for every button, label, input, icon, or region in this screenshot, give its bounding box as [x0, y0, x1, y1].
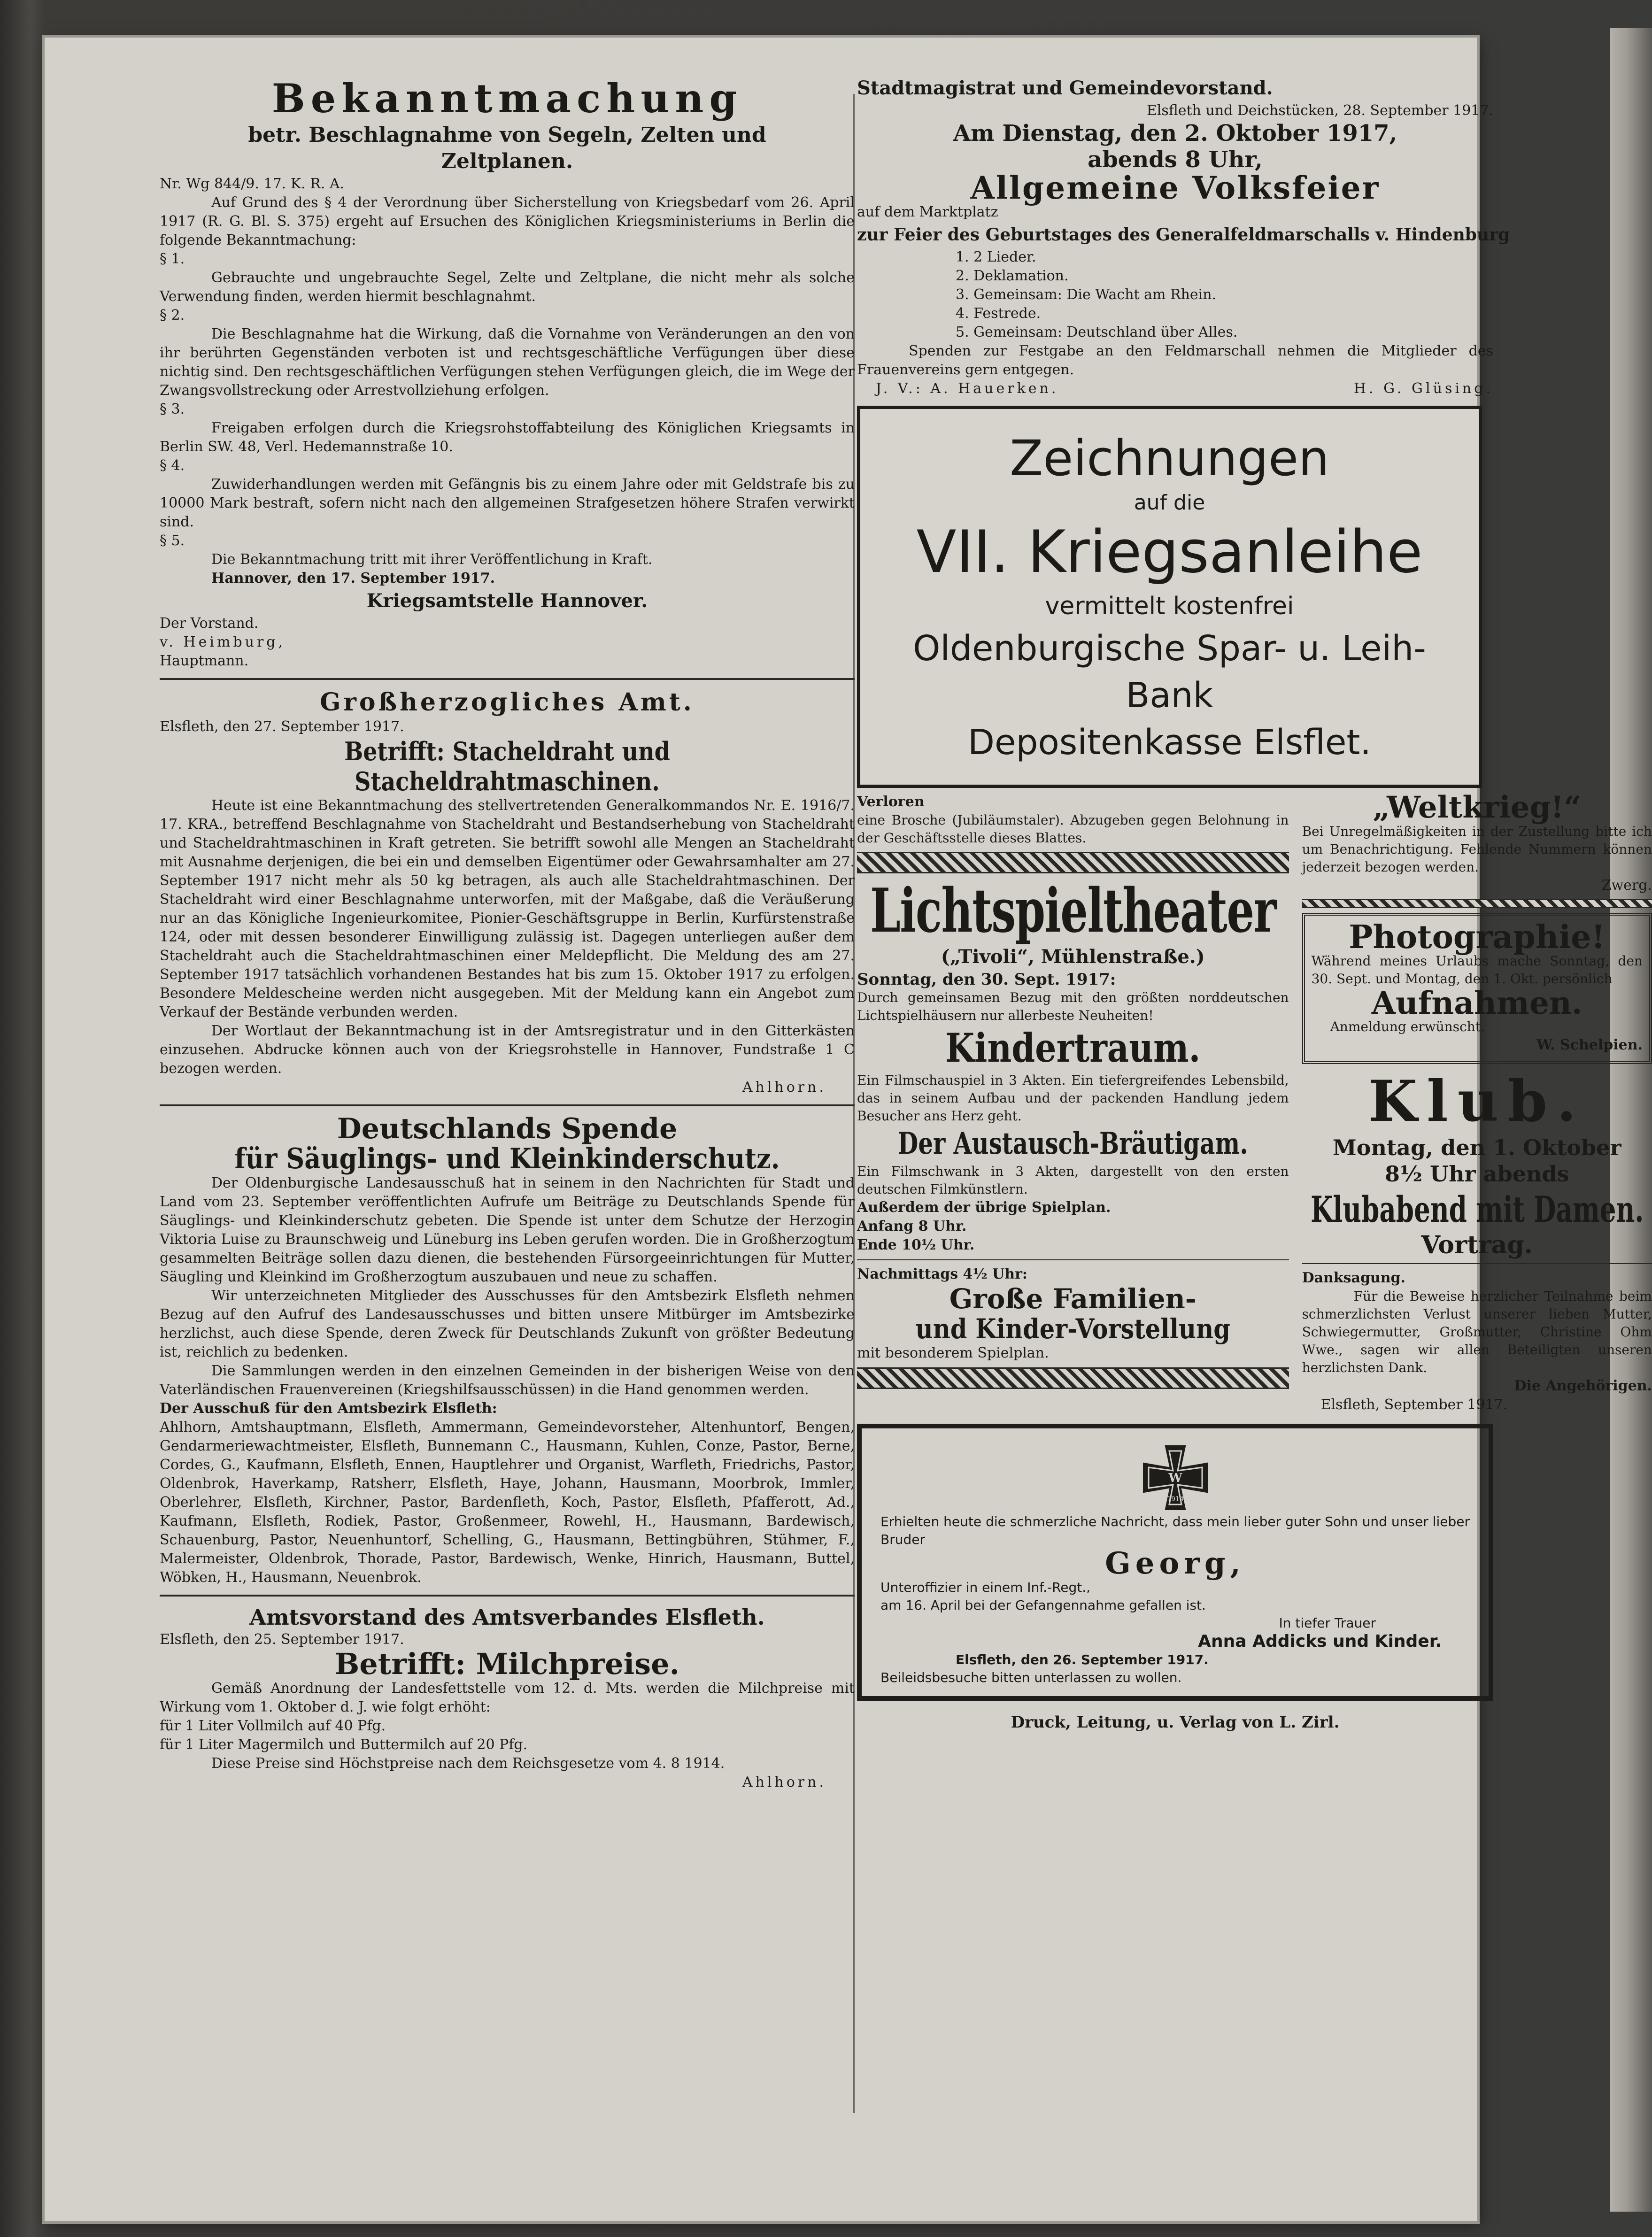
- paragraph: Die Bekanntmachung tritt mit ihrer Veröffentlichung in Kraft.: [211, 551, 653, 568]
- film-description: Ein Filmschauspiel in 3 Akten. Ein tiefergreifendes Lebensbild, das in seinem Aufbau und der packenden Handlung jedem Besucher ans Herz geht.: [857, 1072, 1289, 1124]
- committee-members: Ahlhorn, Amtshauptmann, Elsfleth, Ammermann, Gemeindevorsteher, Altenhuntorf, Bengen, Gendarmeriewachtmeister, Elsfleth, Bunnemann C., Hausmann, Kuhlen, Conze, Pastor, Berne, Cordes, G., Kaufmann, Elsfleth, Ennen, Hauptlehrer und Organist, Warfleth, Friedrichs, Pastor, Oldenbrok, Haverkamp, Ratsherr, Elsfleth, Haye, Johann, Hausmann, Moorbrok, Immler, Oberlehrer, Elsfleth, Kirchner, Pastor, Bardenfleth, Koch, Pastor, Elsfleth, Pfafferott, Ad., Kaufmann, Elsfleth, Rodiek, Pastor, Großenmeer, Rowehl, H., Hausmann, Bardewisch, Schauenburg, Pastor, Neuenhuntorf, Schelling, G., Hausmann, Bettingbühren, Stühmer, F., Malermeister, Oldenbrok, Thorade, Pastor, Bardewisch, Wenke, Hinrich, Hausmann, Buttel, Wöbken, H., Hausmann, Neuenbrok.: [160, 1419, 855, 1586]
- notice-head: Stadtmagistrat und Gemeindevorstand.: [857, 77, 1273, 99]
- ad-verloren: [857, 793, 1289, 847]
- ad-headline: VII. Kriegsanleihe: [916, 518, 1423, 586]
- ad-line: 8½ Uhr abends: [1384, 1161, 1569, 1187]
- signature: H. G. Glüsing.: [1353, 380, 1493, 397]
- signature: Ahlhorn.: [742, 1774, 826, 1790]
- program-item: 5. Gemeinsam: Deutschland über Alles.: [956, 324, 1238, 340]
- notice-beschlagnahme: [160, 75, 855, 671]
- rule: [1302, 1263, 1652, 1264]
- program-item: 2. Deklamation.: [956, 268, 1069, 284]
- committee-heading: Der Ausschuß für den Amtsbezirk Elsfleth:: [160, 1400, 497, 1417]
- ad-danksagung: [1302, 1269, 1652, 1414]
- ad-klub: [1302, 1069, 1652, 1258]
- reference-number: Nr. Wg 844/9. 17. K. R. A.: [160, 176, 345, 192]
- section-mark: § 4.: [160, 457, 185, 474]
- ad-text: Bei Unregelmäßigkeiten in der Zustellung bitte ich um Benachrichtigung. Fehlende Nummern können jederzeit bezogen werden.: [1302, 824, 1652, 875]
- ad-text: Für die Beweise herzlicher Teilnahme beim schmerzlichsten Verlust unserer lieben Mutter, Schwiegermutter, Großmutter, Christine Ohm Wwe., sagen wir allen Beteiligten unseren herzlichsten Dank.: [1302, 1288, 1652, 1375]
- iron-cross-icon: [1140, 1442, 1211, 1513]
- signature: Die Angehörigen.: [1514, 1378, 1652, 1394]
- ad-title: Klub.: [1368, 1068, 1586, 1134]
- ad-title: Photographie!: [1349, 918, 1606, 956]
- signature: Hauptmann.: [160, 653, 249, 669]
- paragraph: Der Oldenburgische Landesausschuß hat in seinem in den Nachrichten für Stadt und Land vom 23. September veröffentlichten Aufrufe um Beiträge zu Deutschlands Spende für Säuglings- und Kleinkinderschutz gebeten. Die Spende ist unter dem Schutze der Herzogin Viktoria Luise zu Braunschweig und Lüneburg ins Leben gerufen worden. Die in Großherzogtum gesammelten Beiträge sollen dazu dienen, die bestehenden Fürsorgeeinrichtungen für Mutter, Säugling und Kleinkind im Großherzogtum auszubauen und neue zu schaffen.: [160, 1175, 855, 1285]
- notice-subject: Betrifft: Stacheldraht und Stacheldrahtmaschinen.: [344, 736, 670, 796]
- notice-text: In tiefer Trauer: [1279, 1615, 1376, 1631]
- cross-year: 1914: [1166, 1496, 1184, 1503]
- cross-letter: W: [1168, 1471, 1182, 1485]
- paragraph: Auf Grund des § 4 der Verordnung über Sicherstellung von Kriegsbedarf vom 26. April 1917 (R. G. Bl. S. 375) ergeht auf Ersuchen des Königlichen Kriegsministeriums in Berlin die folgende Bekanntmachung:: [160, 194, 855, 248]
- paragraph: Freigaben erfolgen durch die Kriegsrohstoffabteilung des Königlichen Kriegsamts in Berlin SW. 48, Verl. Hedemannstraße 10.: [160, 420, 855, 455]
- place-date: Hannover, den 17. September 1917.: [211, 570, 495, 586]
- price-line: für 1 Liter Magermilch und Buttermilch auf 20 Pfg.: [160, 1736, 528, 1753]
- program-item: 3. Gemeinsam: Die Wacht am Rhein.: [956, 286, 1217, 303]
- section-mark: § 5.: [160, 532, 185, 549]
- ad-headline: Aufnahmen.: [1371, 985, 1583, 1021]
- ad-photographie: [1302, 913, 1652, 1064]
- signature: W. Schelpien.: [1536, 1037, 1643, 1053]
- place-date: Elsfleth, den 25. September 1917.: [160, 1631, 404, 1648]
- notice-volksfeier: [857, 75, 1510, 398]
- section-mark: § 1.: [160, 251, 185, 267]
- event-title: Allgemeine Volksfeier: [970, 170, 1380, 206]
- paragraph: Wir unterzeichneten Mitglieder des Ausschusses für den Amtsbezirk Elsfleth nehmen Bezug auf den Aufruf des Landesausschusses und bitten unsere Mitbürger im Amtsbezirke herzlichst, auch diese Spende, deren Zweck für Deutschlands Zukunft von größter Bedeutung ist, reichlich zu bedenken.: [160, 1288, 855, 1360]
- ads-right-subcolumn: [1296, 790, 1652, 1414]
- end-time: Ende 10½ Uhr.: [857, 1237, 975, 1253]
- ad-headline: Klubabend mit Damen.: [1310, 1188, 1644, 1230]
- bank-branch: Depositenkasse Elsflet.: [968, 722, 1371, 763]
- bank-name: Oldenburgische Spar- u. Leih-Bank: [913, 628, 1426, 716]
- mourners: Anna Addicks und Kinder.: [1198, 1632, 1442, 1651]
- paragraph: Diese Preise sind Höchstpreise nach dem Reichsgesetze vom 4. 8 1914.: [211, 1755, 725, 1772]
- rule: [857, 1259, 1289, 1260]
- right-column: [857, 75, 1652, 1748]
- signature: Zwerg.: [1601, 877, 1652, 894]
- ad-lichtspieltheater: [857, 878, 1289, 1363]
- ornamental-border: [1302, 899, 1652, 908]
- imprint: Druck, Leitung, u. Verlag von L. Zirl.: [1011, 1713, 1340, 1732]
- ad-text: Anmeldung erwünscht.: [1330, 1019, 1485, 1034]
- notice-milchpreise: [160, 1604, 855, 1792]
- ad-line: auf die: [1134, 491, 1205, 515]
- matinee-time: Nachmittags 4½ Uhr:: [857, 1266, 1028, 1282]
- notice-title: Amtsvorstand des Amtsverbandes Elsfleth.: [249, 1604, 765, 1630]
- signature: v. Heimburg,: [160, 634, 286, 650]
- film-title: Der Austausch-Bräutigam.: [897, 1126, 1248, 1161]
- ad-text: Während meines Urlaubs mache Sonntag, den 30. Sept. und Montag, den 1. Okt. persönlich: [1311, 953, 1643, 987]
- paragraph: Gebrauchte und ungebrauchte Segel, Zelte und Zeltplane, die nicht mehr als solche Verwendung finden, werden hiermit beschlagnahmt.: [160, 270, 855, 305]
- price-line: für 1 Liter Vollmilch auf 40 Pfg.: [160, 1718, 386, 1734]
- film-title: Kindertraum.: [945, 1025, 1201, 1071]
- ad-text: eine Brosche (Jubiläumstaler). Abzugeben gegen Belohnung in der Geschäftsstelle dieses Blattes.: [857, 812, 1289, 846]
- signature-row: [857, 379, 1493, 398]
- program-item: 1. 2 Lieder.: [956, 249, 1036, 265]
- notice-text: Erhielten heute die schmerzliche Nachricht, dass mein lieber guter Sohn und unser lieber Bruder: [880, 1514, 1470, 1547]
- ads-left-subcolumn: [857, 793, 1296, 1414]
- ad-text: mit besonderem Spielplan.: [857, 1345, 1049, 1361]
- event-purpose: zur Feier des Geburtstages des Generalfeldmarschalls v. Hindenburg: [857, 225, 1510, 245]
- place-date: Elsfleth, September 1917.: [1320, 1396, 1508, 1413]
- section-mark: § 2.: [160, 307, 185, 324]
- ad-text: Außerdem der übrige Spielplan.: [857, 1199, 1111, 1216]
- deceased-name: Georg,: [1105, 1546, 1245, 1581]
- place-date: Elsfleth, den 26. September 1917.: [956, 1652, 1209, 1667]
- issuing-office: Kriegsamtstelle Hannover.: [366, 590, 648, 612]
- ad-headline: Zeichnungen: [1010, 430, 1329, 487]
- notice-title: Bekanntmachung: [271, 75, 743, 122]
- ad-title: „Weltkrieg!“: [1373, 790, 1582, 825]
- event-when: Am Dienstag, den 2. Oktober 1917,: [953, 120, 1397, 147]
- notice-spende: [160, 1114, 855, 1587]
- ad-weltkrieg: [1302, 790, 1652, 895]
- signature: Der Vorstand.: [160, 615, 259, 632]
- paragraph: Die Beschlagnahme hat die Wirkung, daß die Vornahme von Veränderungen an den von ihr berührten Gegenständen verboten ist und rechtsgeschäftliche Verfügungen über diese nichtig sind. Den rechtsgeschäftlichen Verfügungen stehen Verfügungen gleich, die im Wege der Zwangsvollstreckung oder Arrestvollziehung erfolgen.: [160, 326, 855, 399]
- program-item: 4. Festrede.: [956, 305, 1041, 322]
- notice-title: Deutschlands Spende: [337, 1112, 678, 1145]
- lower-right-grid: [857, 790, 1652, 1414]
- ornamental-border: [857, 1367, 1289, 1389]
- signature: J. V.: A. Hauerken.: [876, 380, 1059, 397]
- section-rule: [160, 678, 855, 680]
- place-date: Elsfleth, den 27. September 1917.: [160, 718, 404, 735]
- notice-text: Unteroffizier in einem Inf.-Regt.,: [880, 1580, 1091, 1595]
- notice-text: am 16. April bei der Gefangennahme gefallen ist.: [880, 1597, 1206, 1613]
- film-description: Ein Filmschwank in 3 Akten, dargestellt von den ersten deutschen Filmkünstlern.: [857, 1164, 1289, 1197]
- notice-title: Großherzogliches Amt.: [320, 688, 695, 717]
- signature: Ahlhorn.: [742, 1079, 826, 1095]
- paragraph: Die Sammlungen werden in den einzelnen Gemeinden in der bisherigen Weise von den Vaterländischen Frauenvereinen (Kriegshilfsausschüssen) in die Hand genommen werden.: [160, 1363, 855, 1398]
- notice-text: Beileidsbesuche bitten unterlassen zu wollen.: [880, 1670, 1182, 1685]
- paragraph: Der Wortlaut der Bekanntmachung ist in der Amtsregistratur und in den Gitterkästen einzusehen. Abdrucke können auch von der Kriegsrohstelle in Hannover, Fundstraße 1 C bezogen werden.: [160, 1023, 855, 1077]
- notice-subtitle: Zeltplanen.: [441, 149, 573, 173]
- ad-line: Montag, den 1. Oktober: [1332, 1135, 1621, 1160]
- ad-title: Danksagung.: [1302, 1270, 1405, 1286]
- paragraph: Spenden zur Festgabe an den Feldmarschall nehmen die Mitglieder des Frauenvereins gern entgegen.: [857, 343, 1493, 378]
- notice-title: für Säuglings- und Kleinkinderschutz.: [234, 1142, 780, 1175]
- section-rule: [160, 1104, 855, 1106]
- ad-line: Vortrag.: [1421, 1231, 1533, 1259]
- notice-subtitle: betr. Beschlagnahme von Segeln, Zelten und: [248, 123, 766, 147]
- event-where: auf dem Marktplatz: [857, 204, 998, 220]
- place-date: Elsfleth und Deichstücken, 28. September 1917.: [1146, 102, 1493, 119]
- ad-title: Verloren: [857, 794, 925, 810]
- paragraph: Heute ist eine Bekanntmachung des stellvertretenden Generalkommandos Nr. E. 1916/7. 17. KRA., betreffend Beschlagnahme von Stacheldraht und Bestandserhebung von Stacheldraht und Stacheldrahtmaschinen in Kraft getreten. Sie betrifft sowohl alle Mengen an Stacheldraht mit Ausnahme derjenigen, die bei ein und demselben Eigentümer oder Gewahrsamhalter am 27. September 1917 nicht mehr als 50 kg betragen, als auch alle Stacheldrahtmaschinen. Der Stacheldraht wird einer Beschlagnahme unterworfen, mit der Maßgabe, daß die Veräußerung nur an das Königliche Ingenieurkomitee, Pionier-Geschäftsgruppe in Berlin, Kurfürstenstraße 124, oder mit dessen besonderer Einwilligung zulässig ist. Dagegen unterliegen außer dem Stacheldraht auch die Stacheldrahtmaschinen einer Meldepflicht. Die Meldung des am 27. September 1917 tatsächlich vorhandenen Bestandes hat bis zum 15. Oktober 1917 zu erfolgen. Besondere Meldescheine werden nicht ausgegeben. Mit der Meldung kann ein Angebot zum Verkauf der Bestände verbunden werden.: [160, 797, 855, 1020]
- notice-stacheldraht: [160, 687, 855, 1097]
- cinema-name: Lichtspieltheater: [870, 876, 1276, 946]
- matinee-title: Große Familien-: [949, 1283, 1197, 1315]
- ad-line: vermittelt kostenfrei: [1045, 592, 1294, 620]
- paragraph: Zuwiderhandlungen werden mit Gefängnis bis zu einem Jahre oder mit Geldstrafe bis zu 10000 Mark bestraft, sofern nicht nach den allgemeinen Strafgesetzen höhere Strafen verwirkt sind.: [160, 476, 855, 530]
- cinema-venue: („Tivoli“, Mühlenstraße.): [941, 946, 1205, 968]
- notice-subject: Betrifft: Milchpreise.: [334, 1647, 680, 1681]
- ad-text: Durch gemeinsamen Bezug mit den größten norddeutschen Lichtspielhäusern nur allerbeste Neuheiten!: [857, 990, 1289, 1023]
- left-column: [160, 75, 855, 1792]
- section-rule: [160, 1595, 855, 1597]
- paragraph: Gemäß Anordnung der Landesfettstelle vom 12. d. Mts. werden die Milchpreise mit Wirkung vom 1. Oktober d. J. wie folgt erhöht:: [160, 1680, 855, 1715]
- ad-traueranzeige: [857, 1424, 1493, 1701]
- start-time: Anfang 8 Uhr.: [857, 1218, 967, 1234]
- ornamental-border: [857, 852, 1289, 873]
- show-date: Sonntag, den 30. Sept. 1917:: [857, 970, 1116, 989]
- section-mark: § 3.: [160, 401, 185, 417]
- event-when: abends 8 Uhr,: [1088, 147, 1263, 173]
- ad-kriegsanleihe: [857, 406, 1482, 788]
- matinee-title: und Kinder-Vorstellung: [915, 1313, 1230, 1345]
